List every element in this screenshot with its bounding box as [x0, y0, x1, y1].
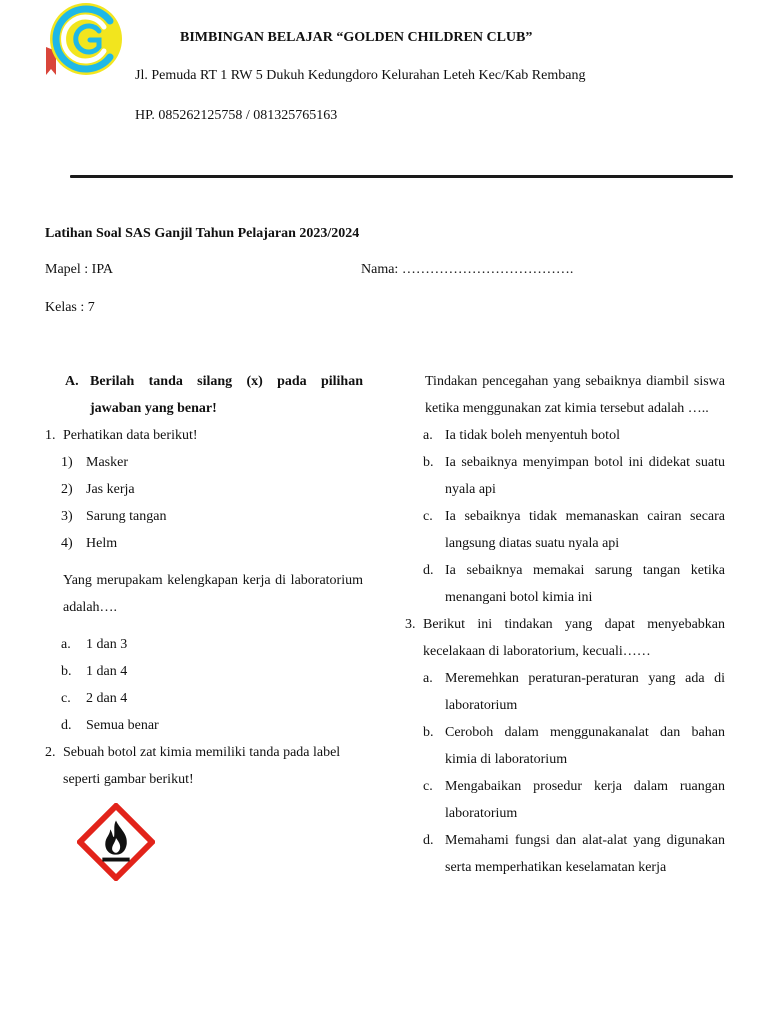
option-text: Ceroboh dalam menggunakanalat dan bahan kimia di laboratorium — [445, 725, 725, 767]
item-number: 1) — [61, 455, 73, 470]
option-letter: b. — [61, 664, 72, 679]
option-letter: a. — [423, 671, 433, 686]
option-letter: b. — [423, 725, 434, 740]
answer-option[interactable] — [405, 773, 725, 827]
option-letter: d. — [423, 563, 434, 578]
answer-option[interactable] — [405, 557, 725, 611]
answer-option[interactable] — [45, 685, 363, 712]
option-text: Ia sebaiknya tidak memanaskan cairan secara langsung diatas suatu nyala api — [445, 509, 725, 551]
right-column — [405, 368, 725, 881]
option-text: Mengabaikan prosedur kerja dalam ruangan laboratorium — [445, 779, 725, 821]
answer-option[interactable] — [405, 719, 725, 773]
section-instruction-line1: Berilah tanda silang (x) pada pilihan — [90, 374, 363, 389]
question-2 — [45, 739, 363, 793]
section-letter: A. — [65, 374, 79, 389]
option-letter: c. — [423, 509, 433, 524]
list-item — [45, 449, 363, 476]
flammable-hazard-icon — [77, 803, 155, 881]
section-instruction-line2: jawaban yang benar! — [90, 401, 217, 416]
option-letter: d. — [423, 833, 434, 848]
option-letter: b. — [423, 455, 434, 470]
header-divider — [70, 175, 733, 178]
question-number: 2. — [45, 745, 56, 760]
item-number: 2) — [61, 482, 73, 497]
option-letter: c. — [423, 779, 433, 794]
item-number: 4) — [61, 536, 73, 551]
option-text: Meremehkan peraturan-peraturan yang ada di laboratorium — [445, 671, 725, 713]
section-a-heading — [45, 368, 363, 395]
option-letter: a. — [423, 428, 433, 443]
item-text: Helm — [86, 536, 118, 551]
option-text: Ia sebaiknya memakai sarung tangan ketika menangani botol kimia ini — [445, 563, 725, 605]
question-prompt: Sebuah botol zat kimia memiliki tanda pada label seperti gambar berikut! — [63, 745, 341, 787]
institution-title: BIMBINGAN BELAJAR “GOLDEN CHILDREN CLUB” — [180, 30, 533, 45]
institution-phone: HP. 085262125758 / 081325765163 — [135, 108, 338, 123]
answer-option[interactable] — [405, 449, 725, 503]
item-text: Masker — [86, 455, 128, 470]
answer-option[interactable] — [405, 503, 725, 557]
question-2-text: Tindakan pencegahan yang sebaiknya diambil siswa ketika menggunakan zat kimia tersebut adalah ….. — [425, 374, 725, 416]
answer-option[interactable] — [405, 422, 725, 449]
left-column — [45, 368, 363, 881]
option-text: 1 dan 4 — [86, 664, 128, 679]
option-text: Semua benar — [86, 718, 159, 733]
question-prompt: Berikut ini tindakan yang dapat menyebabkan kecelakaan di laboratorium, kecuali…… — [423, 617, 725, 659]
option-letter: a. — [61, 637, 71, 652]
question-number: 3. — [405, 617, 416, 632]
golden-children-club-logo — [44, 3, 126, 77]
question-text: Yang merupakam kelengkapan kerja di laboratorium adalah…. — [63, 573, 363, 615]
option-text: 2 dan 4 — [86, 691, 128, 706]
option-letter: c. — [61, 691, 71, 706]
exam-title: Latihan Soal SAS Ganjil Tahun Pelajaran 2023/2024 — [45, 226, 360, 241]
list-item — [45, 503, 363, 530]
item-text: Sarung tangan — [86, 509, 167, 524]
question-1 — [45, 422, 363, 449]
question-3 — [405, 611, 725, 665]
answer-option[interactable] — [45, 712, 363, 739]
answer-option[interactable] — [45, 631, 363, 658]
option-letter: d. — [61, 718, 72, 733]
option-text: Ia tidak boleh menyentuh botol — [445, 428, 620, 443]
item-text: Jas kerja — [86, 482, 135, 497]
question-prompt: Perhatikan data berikut! — [63, 428, 198, 443]
institution-address: Jl. Pemuda RT 1 RW 5 Dukuh Kedungdoro Kelurahan Leteh Kec/Kab Rembang — [135, 68, 586, 83]
question-number: 1. — [45, 428, 56, 443]
option-text: Memahami fungsi dan alat-alat yang digunakan serta memperhatikan keselamatan kerja — [445, 833, 725, 875]
list-item — [45, 530, 363, 557]
answer-option[interactable] — [405, 665, 725, 719]
option-text: 1 dan 3 — [86, 637, 128, 652]
option-text: Ia sebaiknya menyimpan botol ini didekat suatu nyala api — [445, 455, 725, 497]
name-field: Nama: ………………………………. — [361, 262, 574, 277]
answer-option[interactable] — [405, 827, 725, 881]
class-field: Kelas : 7 — [45, 300, 95, 315]
list-item — [45, 476, 363, 503]
item-number: 3) — [61, 509, 73, 524]
subject-field: Mapel : IPA — [45, 262, 113, 277]
answer-option[interactable] — [45, 658, 363, 685]
